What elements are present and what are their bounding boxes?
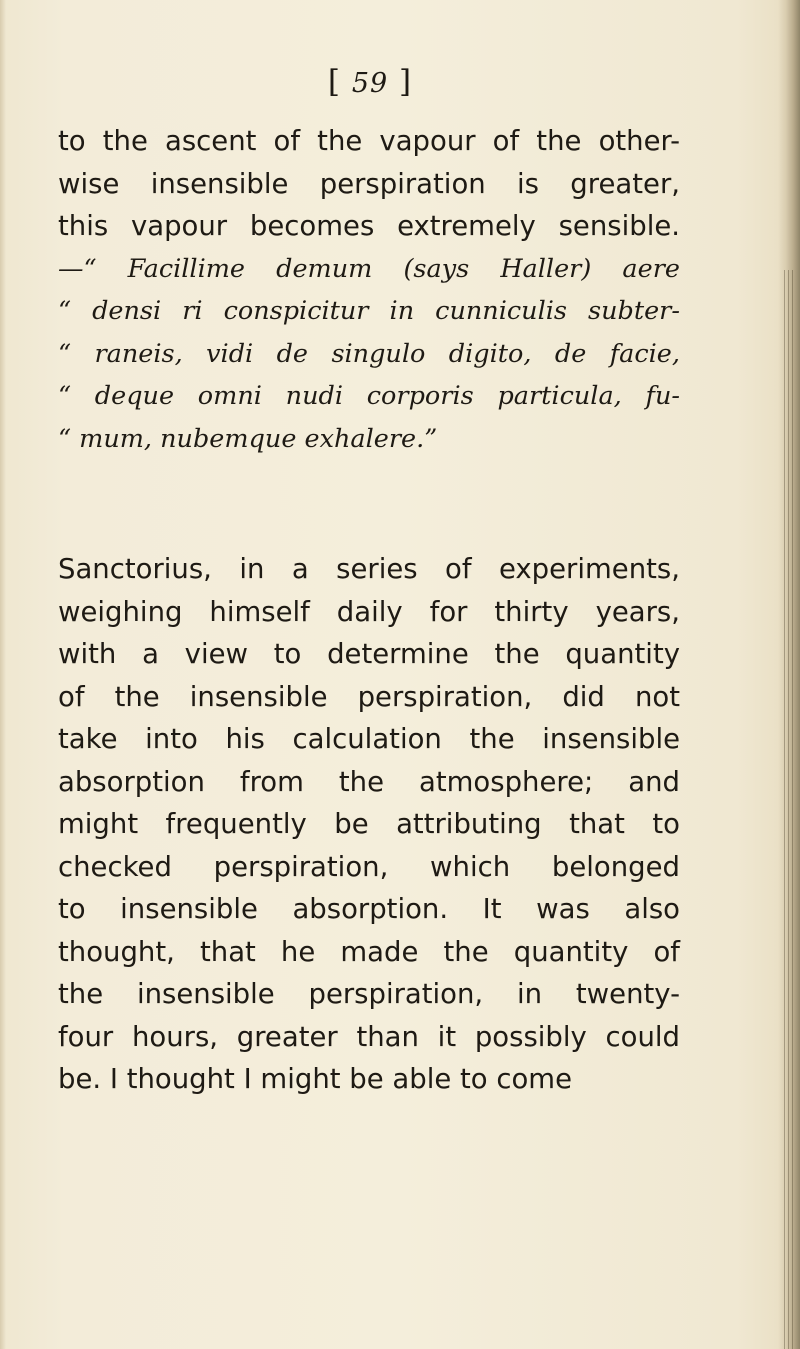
latin-quote-line: “ raneis, vidi de singulo digito, de facie,: [58, 338, 680, 369]
text-line: absorption from the atmosphere; and: [58, 765, 680, 798]
latin-quote-line: —“ Facillime demum (says Haller) aere: [58, 253, 680, 284]
text-line: checked perspiration, which belonged: [58, 850, 680, 883]
text-line: wise insensible perspiration is greater,: [58, 167, 680, 200]
text-line: this vapour becomes extremely sensible.: [58, 210, 680, 242]
page-left-edge: [0, 0, 6, 1349]
text-line: take into his calculation the insensible: [58, 723, 680, 755]
text-line: weighing himself daily for thirty years,: [58, 595, 680, 628]
text-line: Sanctorius, in a series of experiments,: [58, 553, 680, 585]
page-number-close-bracket: ]: [399, 64, 413, 100]
text-line: thought, that he made the quantity of: [58, 935, 680, 968]
paragraph-1: [58, 120, 680, 460]
text-line: of the insensible perspiration, did not: [58, 680, 680, 713]
text-line: be. I thought I might be able to come: [58, 1063, 573, 1095]
text-line: the insensible perspiration, in twenty-: [58, 978, 680, 1010]
page-number-open-bracket: [: [327, 64, 341, 100]
text-line: four hours, greater than it possibly could: [58, 1020, 680, 1053]
text-line: with a view to determine the quantity: [58, 638, 680, 670]
paragraph-2: [58, 548, 680, 1101]
page-edge-stack: [784, 270, 796, 1349]
page-number: [0, 64, 740, 100]
latin-quote-line: “ deque omni nudi corporis particula, fu-: [58, 381, 680, 411]
page-number-value: 59: [351, 68, 389, 99]
latin-quote-line: “ mum, nubemque exhalere.”: [58, 423, 438, 454]
text-line: might frequently be attributing that to: [58, 808, 680, 840]
latin-quote-line: “ densi ri conspicitur in cunniculis subter-: [58, 296, 680, 326]
text-line: to insensible absorption. It was also: [58, 893, 680, 925]
text-line: to the ascent of the vapour of the other-: [58, 125, 680, 157]
